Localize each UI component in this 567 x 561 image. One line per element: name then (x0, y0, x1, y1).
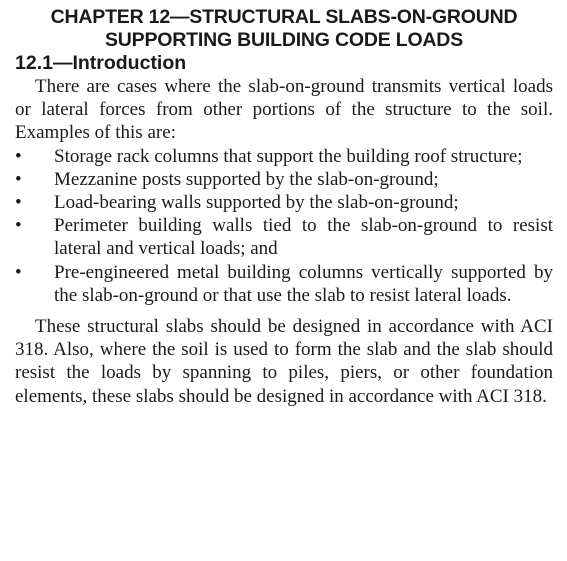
list-item-text: Mezzanine posts supported by the slab-on-ground; (54, 168, 439, 190)
bullet-glyph: • (15, 215, 22, 237)
list-item-text: Storage rack columns that support the building roof structure; (54, 145, 523, 167)
bullet-glyph: • (15, 168, 22, 190)
list-item (15, 261, 553, 307)
list-item-text: Pre-engineered metal building columns vertically supported by the slab-on-ground or that use the slab to resist lateral loads. (54, 261, 553, 306)
list-item-text: Load-bearing walls supported by the slab-on-ground; (54, 192, 459, 214)
closing-paragraph: These structural slabs should be designed in accordance with ACI 318. Also, where the soil is used to form the slab and the slab should resist the loads by spanning to piles, piers, or other foundation elements, these slabs should be designed in accordance with ACI 318. (15, 316, 553, 407)
list-item-text: Perimeter building walls tied to the slab-on-ground to resist lateral and vertical loads; and (54, 215, 553, 260)
list-item (15, 145, 553, 168)
bullet-glyph: • (15, 145, 22, 167)
chapter-title-line-2: SUPPORTING BUILDING CODE LOADS (104, 29, 464, 51)
list-item (15, 214, 553, 260)
list-item (15, 168, 553, 191)
bullet-glyph: • (15, 261, 22, 283)
list-item (15, 191, 553, 214)
chapter-title-line-1: CHAPTER 12—STRUCTURAL SLABS-ON-GROUND (50, 6, 518, 28)
section-heading: 12.1—Introduction (15, 52, 187, 74)
intro-paragraph: There are cases where the slab-on-ground transmits vertical loads or lateral forces from other portions of the structure to the soil. Examples of this are: (15, 76, 553, 144)
chapter-title (15, 6, 553, 52)
examples-list (15, 145, 553, 307)
bullet-glyph: • (15, 192, 22, 214)
document-page (15, 6, 553, 408)
